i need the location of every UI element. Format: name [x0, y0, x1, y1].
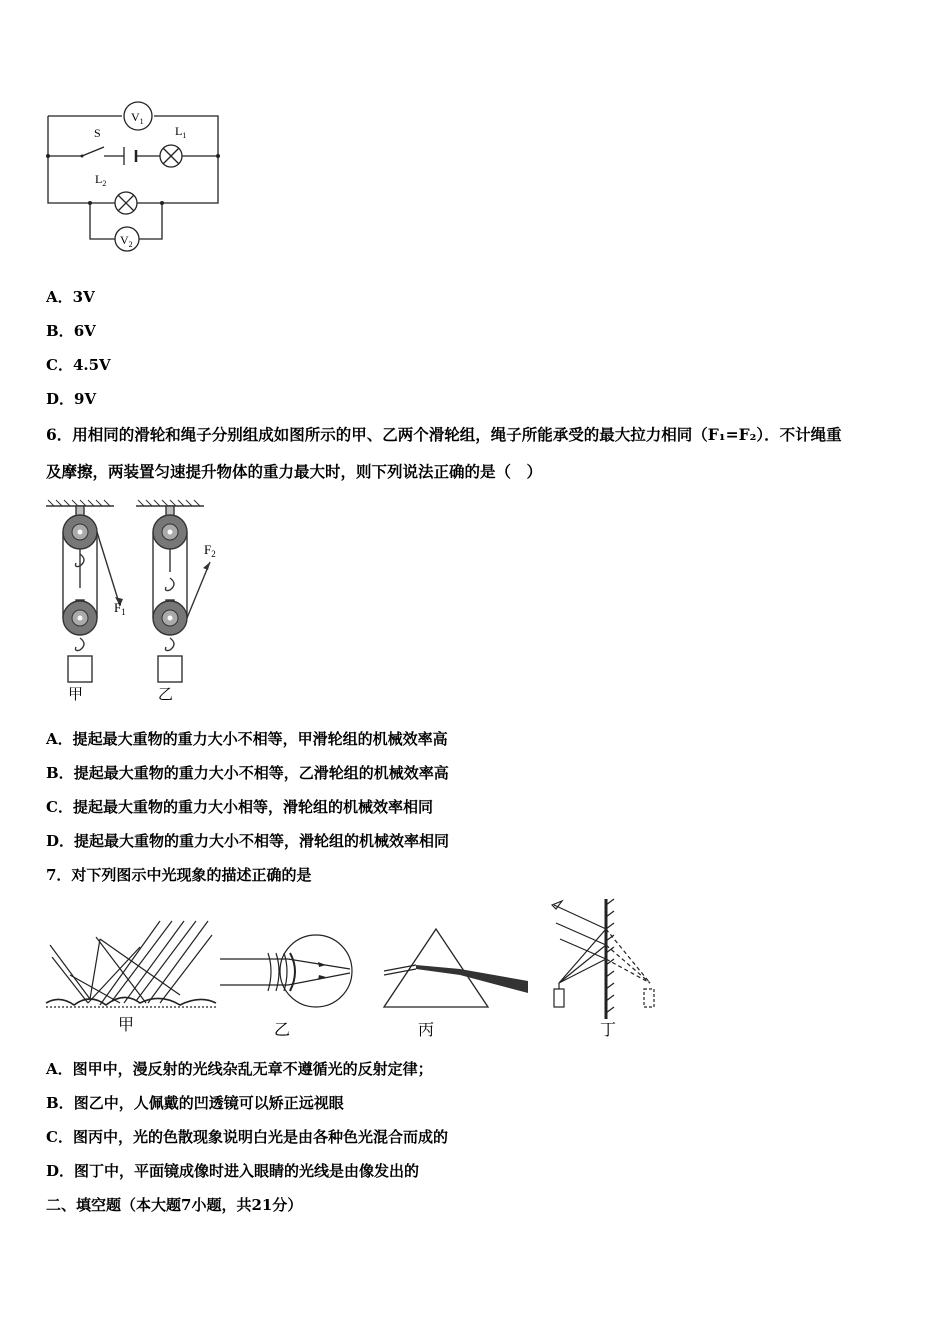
pulley-label-jia: 甲	[68, 685, 84, 703]
q7-option-c[interactable]: C．图丙中，光的色散现象说明白光是由各种色光混合而成的	[46, 1128, 448, 1146]
q6-stem-line1: 6．用相同的滑轮和绳子分别组成如图所示的甲、乙两个滑轮组，绳子所能承受的最大拉力相同（F₁=F₂）．不计绳重	[46, 425, 842, 444]
fig-jia	[46, 921, 216, 1007]
optics-label-ding: 丁	[600, 1020, 617, 1039]
fig-ding	[552, 899, 654, 1019]
pulley-figure	[40, 498, 240, 708]
q7-option-a[interactable]: A．图甲中，漫反射的光线杂乱无章不遵循光的反射定律；	[46, 1060, 433, 1078]
f1-label: $F_1$	[114, 600, 126, 617]
q5-option-b[interactable]: B．6V	[46, 322, 96, 340]
q6-option-d[interactable]: D．提起最大重物的重力大小不相等，滑轮组的机械效率相同	[46, 832, 450, 850]
optics-figure	[40, 895, 670, 1045]
q5-option-d[interactable]: D．9V	[46, 390, 97, 408]
switch-label: S	[94, 126, 101, 140]
fig-yi	[220, 935, 352, 1007]
optics-label-yi: 乙	[274, 1020, 291, 1039]
q7-stem: 7．对下列图示中光现象的描述正确的是	[46, 866, 312, 884]
l2-label: $L_2$	[95, 172, 107, 188]
optics-label-bing: 丙	[418, 1020, 435, 1039]
q6-option-a[interactable]: A．提起最大重物的重力大小不相等，甲滑轮组的机械效率高	[46, 730, 448, 748]
f2-label: $F_2$	[204, 542, 216, 559]
section-2-title: 二、填空题（本大题7小题，共21分）	[46, 1196, 303, 1214]
pulley-label-yi: 乙	[158, 685, 174, 703]
q5-option-c[interactable]: C．4.5V	[46, 356, 111, 374]
l1-label: $L_1$	[175, 124, 187, 140]
q5-option-a[interactable]: A．3V	[46, 288, 95, 306]
v2-label: $V_2$	[120, 233, 133, 249]
q7-option-d[interactable]: D．图丁中，平面镜成像时进入眼睛的光线是由像发出的	[46, 1162, 420, 1180]
q7-option-b[interactable]: B．图乙中，人佩戴的凹透镜可以矫正远视眼	[46, 1094, 344, 1112]
q6-option-c[interactable]: C．提起最大重物的重力大小相等，滑轮组的机械效率相同	[46, 798, 433, 816]
circuit-diagram	[40, 95, 230, 255]
q6-stem-line2: 及摩擦，两装置匀速提升物体的重力最大时，则下列说法正确的是（ ）	[46, 462, 543, 481]
optics-label-jia: 甲	[118, 1015, 135, 1034]
q6-option-b[interactable]: B．提起最大重物的重力大小不相等，乙滑轮组的机械效率高	[46, 764, 449, 782]
v1-label: $V_1$	[131, 110, 144, 126]
